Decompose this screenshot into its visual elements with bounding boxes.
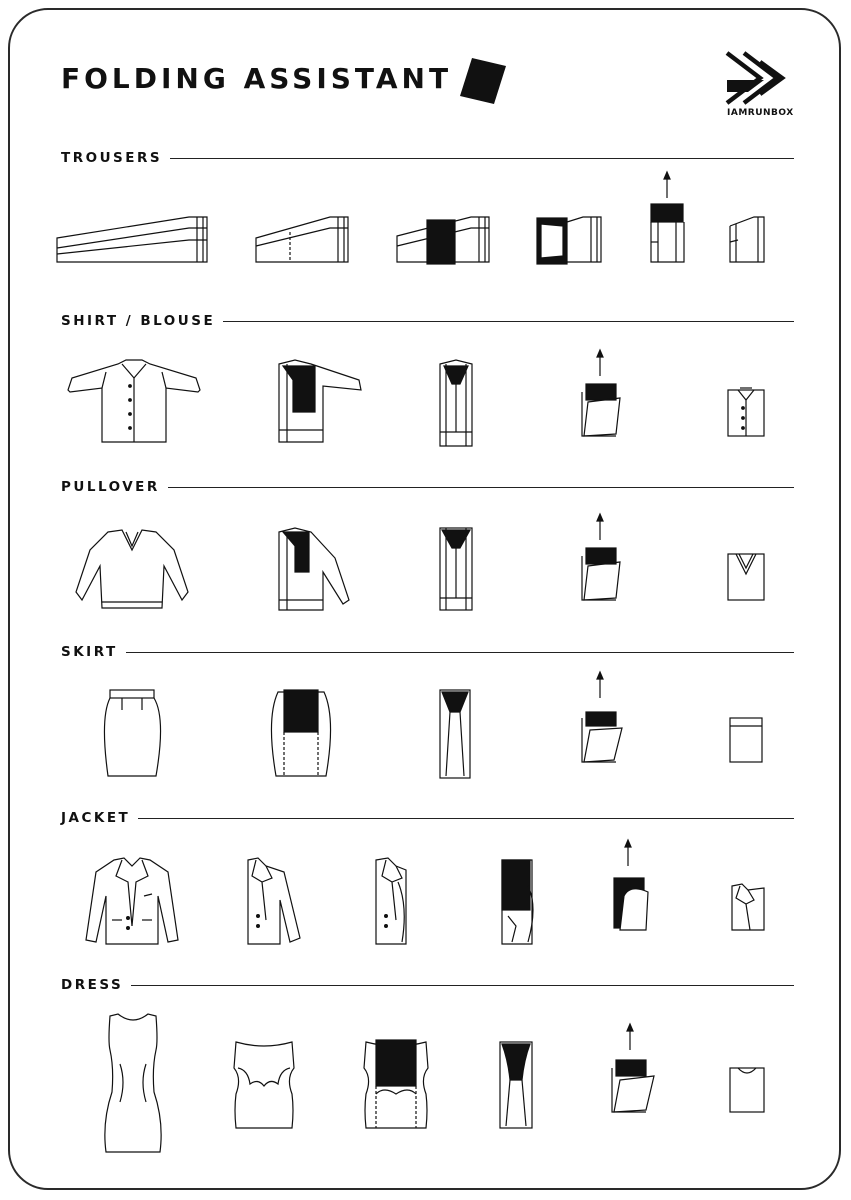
pullover-step-2-icon (275, 528, 351, 614)
folding-board-icon (460, 56, 508, 111)
trousers-step-3-icon (397, 214, 491, 266)
trousers-step-6-icon (728, 214, 766, 266)
double-chevron-logo-icon (724, 50, 794, 111)
brand-name: IAMRUNBOX (727, 108, 794, 118)
jacket-step-2-icon (244, 856, 302, 946)
dress-step-5-icon (610, 1024, 656, 1120)
page-title: FOLDING ASSISTANT (61, 62, 453, 95)
skirt-step-1-icon (104, 688, 162, 780)
pullover-step-1-icon (74, 528, 190, 612)
skirt-step-5-icon (728, 716, 764, 766)
dress-step-2-icon (232, 1038, 296, 1132)
skirt-step-4-icon (580, 672, 626, 768)
dress-step-1-icon (100, 1012, 166, 1156)
dress-step-4-icon (498, 1040, 536, 1132)
shirt-step-2-icon (275, 360, 365, 446)
section-label-skirt: SKIRT (61, 644, 126, 660)
skirt-step-3-icon (436, 688, 474, 782)
dress-step-6-icon (728, 1066, 766, 1116)
trousers-step-2-icon (256, 214, 350, 266)
section-label-dress: DRESS (61, 977, 131, 993)
jacket-step-3-icon (372, 856, 412, 946)
shirt-step-4-icon (580, 350, 624, 440)
trousers-step-5-icon (648, 172, 686, 266)
dress-rule (61, 985, 794, 986)
section-label-trousers: TROUSERS (61, 150, 170, 166)
pullover-step-4-icon (580, 514, 624, 604)
jacket-step-6-icon (728, 882, 768, 934)
dress-step-3-icon (362, 1038, 430, 1132)
jacket-step-4-icon (498, 856, 538, 946)
trousers-step-1-icon (57, 214, 209, 266)
section-label-pullover: PULLOVER (61, 479, 168, 495)
skirt-step-2-icon (270, 688, 332, 780)
shirt-step-5-icon (726, 386, 766, 440)
pullover-step-5-icon (726, 550, 766, 602)
pullover-rule (61, 487, 794, 488)
shirt-step-1-icon (66, 360, 202, 446)
skirt-rule (61, 652, 794, 653)
section-label-shirt-blouse: SHIRT / BLOUSE (61, 313, 223, 329)
section-label-jacket: JACKET (61, 810, 138, 826)
trousers-step-4-icon (537, 214, 603, 266)
jacket-rule (61, 818, 794, 819)
jacket-step-1-icon (84, 856, 180, 946)
jacket-step-5-icon (610, 840, 654, 936)
pullover-step-3-icon (436, 526, 476, 612)
trousers-rule (61, 158, 794, 159)
shirt-step-3-icon (436, 360, 476, 450)
